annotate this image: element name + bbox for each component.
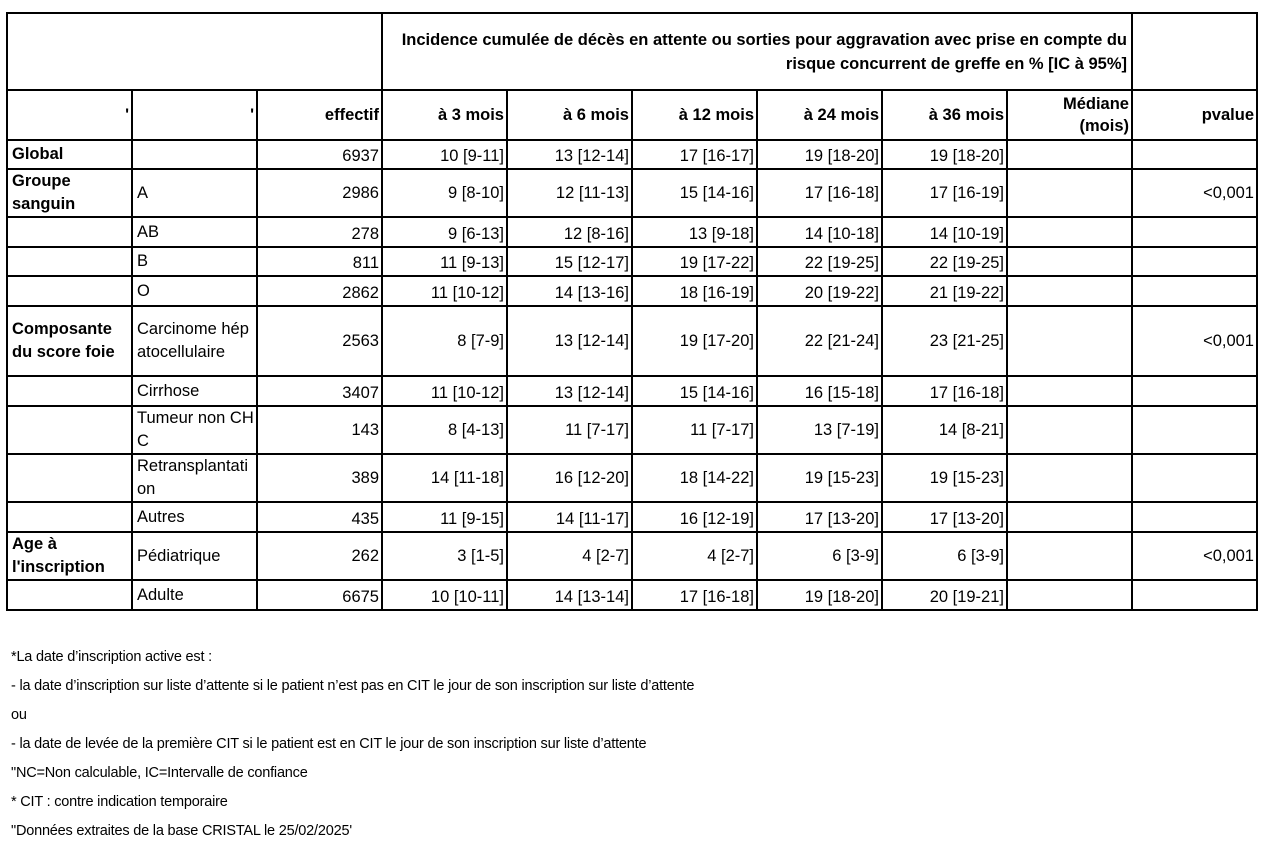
cell-effectif: 2563 (257, 306, 382, 376)
cell-effectif: 435 (257, 502, 382, 532)
cell-effectif: 389 (257, 454, 382, 502)
col-header-6-mois: à 6 mois (507, 90, 632, 140)
cell-12-mois: 15 [14-16] (632, 376, 757, 406)
cell-pvalue (1132, 502, 1257, 532)
cell-pvalue: <0,001 (1132, 306, 1257, 376)
cell-group (7, 217, 132, 247)
col-header-category: ' (132, 90, 257, 140)
cell-mediane (1007, 580, 1132, 610)
cell-category: Cirrhose (132, 376, 257, 406)
table-row (7, 580, 1257, 610)
cell-group (7, 247, 132, 276)
cell-24-mois: 22 [19-25] (757, 247, 882, 276)
cell-6-mois: 13 [12-14] (507, 376, 632, 406)
cell-36-mois: 14 [8-21] (882, 406, 1007, 454)
header-row-columns (7, 90, 1257, 140)
cell-36-mois: 17 [13-20] (882, 502, 1007, 532)
cell-12-mois: 11 [7-17] (632, 406, 757, 454)
footnote-line: ou (11, 707, 27, 723)
cell-mediane (1007, 376, 1132, 406)
footnote-line: * CIT : contre indication temporaire (11, 794, 228, 810)
col-header-24-mois: à 24 mois (757, 90, 882, 140)
cell-pvalue: <0,001 (1132, 169, 1257, 217)
col-header-pvalue: pvalue (1132, 90, 1257, 140)
cell-category: Pédiatrique (132, 532, 257, 580)
cell-effectif: 143 (257, 406, 382, 454)
cell-24-mois: 20 [19-22] (757, 276, 882, 306)
cell-3-mois: 9 [8-10] (382, 169, 507, 217)
col-header-group: ' (7, 90, 132, 140)
cell-pvalue (1132, 376, 1257, 406)
cell-12-mois: 17 [16-17] (632, 140, 757, 169)
cell-category: A (132, 169, 257, 217)
cell-24-mois: 6 [3-9] (757, 532, 882, 580)
table-row (7, 217, 1257, 247)
cell-24-mois: 13 [7-19] (757, 406, 882, 454)
cell-group: Age à l'inscription (7, 532, 132, 580)
cell-effectif: 6937 (257, 140, 382, 169)
incidence-table (6, 12, 1258, 611)
cell-category: Autres (132, 502, 257, 532)
header-blank-cell (1132, 13, 1257, 90)
cell-3-mois: 11 [10-12] (382, 376, 507, 406)
cell-mediane (1007, 247, 1132, 276)
cell-3-mois: 8 [7-9] (382, 306, 507, 376)
cell-12-mois: 19 [17-22] (632, 247, 757, 276)
cell-6-mois: 11 [7-17] (507, 406, 632, 454)
table-row (7, 532, 1257, 580)
cell-3-mois: 8 [4-13] (382, 406, 507, 454)
cell-3-mois: 3 [1-5] (382, 532, 507, 580)
col-header-3-mois: à 3 mois (382, 90, 507, 140)
cell-effectif: 278 (257, 217, 382, 247)
cell-6-mois: 13 [12-14] (507, 306, 632, 376)
cell-12-mois: 13 [9-18] (632, 217, 757, 247)
cell-effectif: 6675 (257, 580, 382, 610)
cell-3-mois: 9 [6-13] (382, 217, 507, 247)
cell-group: Composante du score foie (7, 306, 132, 376)
cell-36-mois: 6 [3-9] (882, 532, 1007, 580)
cell-group (7, 276, 132, 306)
cell-effectif: 2986 (257, 169, 382, 217)
footnote-line: - la date de levée de la première CIT si le patient est en CIT le jour de son inscription sur liste d’attente (11, 736, 647, 752)
cell-category: Adulte (132, 580, 257, 610)
header-blank-cell (7, 13, 382, 90)
cell-category: Tumeur non CHC (132, 406, 257, 454)
cell-36-mois: 14 [10-19] (882, 217, 1007, 247)
cell-category: B (132, 247, 257, 276)
cell-pvalue: <0,001 (1132, 532, 1257, 580)
cell-36-mois: 17 [16-19] (882, 169, 1007, 217)
table-row (7, 169, 1257, 217)
cell-group: Groupe sanguin (7, 169, 132, 217)
cell-12-mois: 4 [2-7] (632, 532, 757, 580)
cell-group (7, 580, 132, 610)
cell-24-mois: 17 [16-18] (757, 169, 882, 217)
footnote-line: "NC=Non calculable, IC=Intervalle de confiance (11, 765, 308, 781)
cell-12-mois: 16 [12-19] (632, 502, 757, 532)
cell-pvalue (1132, 406, 1257, 454)
cell-24-mois: 14 [10-18] (757, 217, 882, 247)
cell-12-mois: 17 [16-18] (632, 580, 757, 610)
cell-36-mois: 17 [16-18] (882, 376, 1007, 406)
cell-group: Global (7, 140, 132, 169)
cell-group (7, 454, 132, 502)
table-row (7, 247, 1257, 276)
cell-mediane (1007, 502, 1132, 532)
cell-pvalue (1132, 580, 1257, 610)
cell-mediane (1007, 454, 1132, 502)
cell-6-mois: 15 [12-17] (507, 247, 632, 276)
cell-effectif: 3407 (257, 376, 382, 406)
cell-24-mois: 16 [15-18] (757, 376, 882, 406)
col-header-36-mois: à 36 mois (882, 90, 1007, 140)
cell-category: Retransplantation (132, 454, 257, 502)
cell-24-mois: 22 [21-24] (757, 306, 882, 376)
col-header-mediane: Médiane (mois) (1007, 90, 1132, 140)
table-row (7, 376, 1257, 406)
cell-pvalue (1132, 276, 1257, 306)
cell-6-mois: 16 [12-20] (507, 454, 632, 502)
cell-6-mois: 4 [2-7] (507, 532, 632, 580)
table-row (7, 140, 1257, 169)
cell-12-mois: 18 [16-19] (632, 276, 757, 306)
cell-effectif: 2862 (257, 276, 382, 306)
cell-pvalue (1132, 247, 1257, 276)
cell-effectif: 262 (257, 532, 382, 580)
cell-group (7, 406, 132, 454)
cell-3-mois: 11 [9-13] (382, 247, 507, 276)
table-row (7, 276, 1257, 306)
cell-12-mois: 19 [17-20] (632, 306, 757, 376)
cell-24-mois: 17 [13-20] (757, 502, 882, 532)
cell-36-mois: 19 [18-20] (882, 140, 1007, 169)
cell-mediane (1007, 140, 1132, 169)
cell-3-mois: 10 [10-11] (382, 580, 507, 610)
header-row-top (7, 13, 1257, 90)
cell-36-mois: 23 [21-25] (882, 306, 1007, 376)
cell-mediane (1007, 276, 1132, 306)
table-row (7, 306, 1257, 376)
table-row (7, 406, 1257, 454)
cell-36-mois: 22 [19-25] (882, 247, 1007, 276)
cell-pvalue (1132, 454, 1257, 502)
cell-3-mois: 11 [10-12] (382, 276, 507, 306)
cell-24-mois: 19 [15-23] (757, 454, 882, 502)
table-row (7, 502, 1257, 532)
cell-mediane (1007, 532, 1132, 580)
cell-3-mois: 10 [9-11] (382, 140, 507, 169)
cell-category: Carcinome hépatocellulaire (132, 306, 257, 376)
cell-category: O (132, 276, 257, 306)
cell-36-mois: 19 [15-23] (882, 454, 1007, 502)
cell-effectif: 811 (257, 247, 382, 276)
cell-6-mois: 12 [11-13] (507, 169, 632, 217)
footnote-line: - la date d’inscription sur liste d’attente si le patient n’est pas en CIT le jour de son inscription sur liste d’attente (11, 678, 695, 694)
footnotes (11, 645, 694, 848)
cell-mediane (1007, 306, 1132, 376)
cell-mediane (1007, 169, 1132, 217)
incidence-header: Incidence cumulée de décès en attente ou sorties pour aggravation avec prise en compte du risque concurrent de greffe en % [IC à 95%] (382, 13, 1132, 90)
cell-6-mois: 14 [11-17] (507, 502, 632, 532)
cell-6-mois: 12 [8-16] (507, 217, 632, 247)
cell-36-mois: 21 [19-22] (882, 276, 1007, 306)
table-row (7, 454, 1257, 502)
cell-3-mois: 14 [11-18] (382, 454, 507, 502)
cell-6-mois: 14 [13-16] (507, 276, 632, 306)
cell-12-mois: 15 [14-16] (632, 169, 757, 217)
cell-mediane (1007, 406, 1132, 454)
cell-24-mois: 19 [18-20] (757, 140, 882, 169)
footnote-line: "Données extraites de la base CRISTAL le 25/02/2025' (11, 823, 352, 839)
col-header-effectif: effectif (257, 90, 382, 140)
cell-6-mois: 14 [13-14] (507, 580, 632, 610)
cell-12-mois: 18 [14-22] (632, 454, 757, 502)
cell-category: AB (132, 217, 257, 247)
col-header-12-mois: à 12 mois (632, 90, 757, 140)
cell-24-mois: 19 [18-20] (757, 580, 882, 610)
cell-category (132, 140, 257, 169)
footnote-line: *La date d’inscription active est : (11, 649, 212, 665)
cell-group (7, 502, 132, 532)
cell-6-mois: 13 [12-14] (507, 140, 632, 169)
cell-pvalue (1132, 217, 1257, 247)
cell-3-mois: 11 [9-15] (382, 502, 507, 532)
cell-mediane (1007, 217, 1132, 247)
cell-36-mois: 20 [19-21] (882, 580, 1007, 610)
cell-pvalue (1132, 140, 1257, 169)
cell-group (7, 376, 132, 406)
